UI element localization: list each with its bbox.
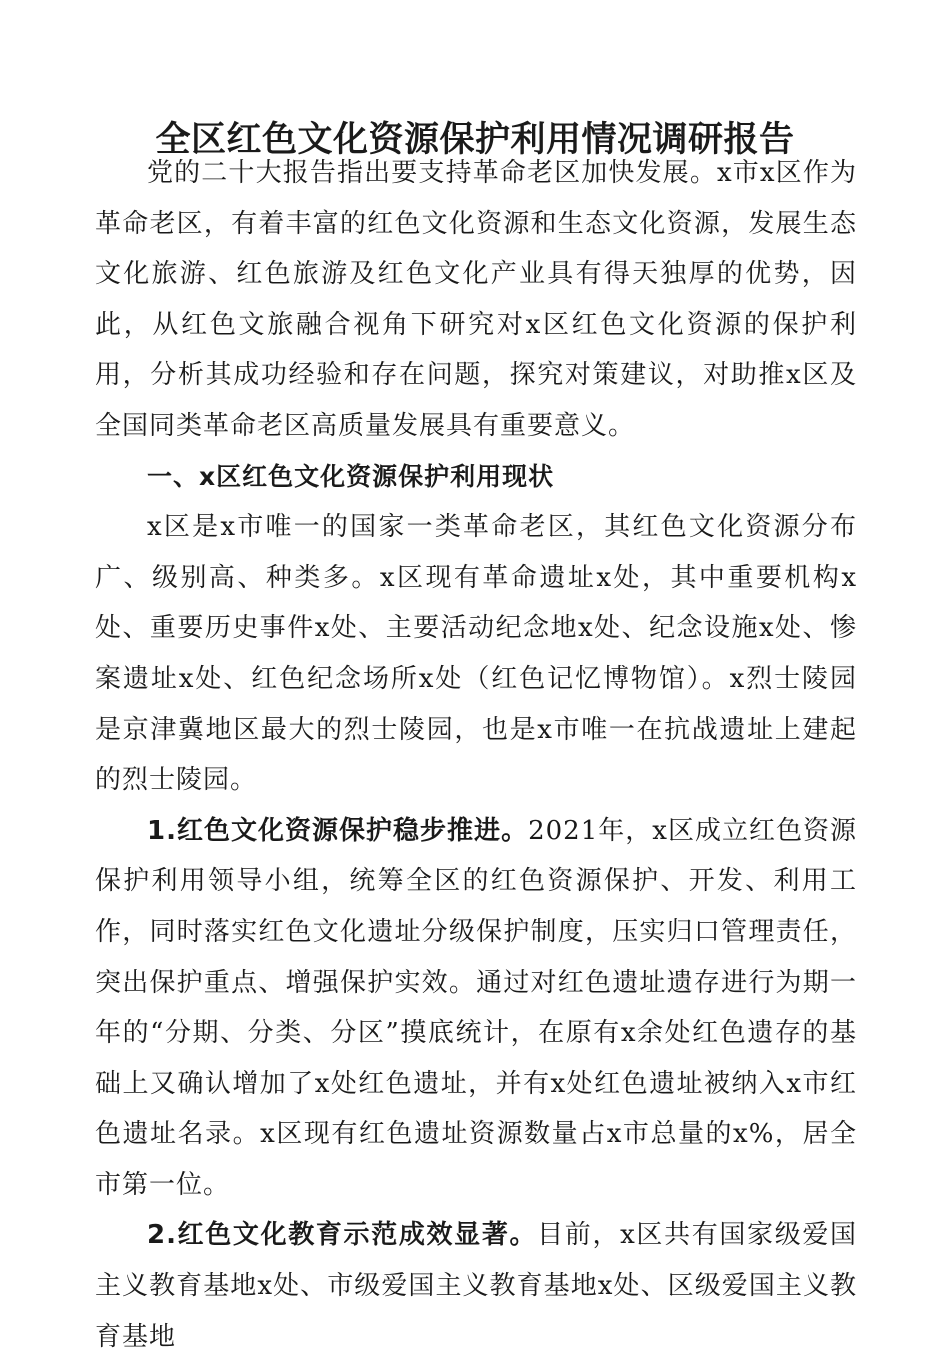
document-body: [95, 148, 857, 1362]
overview-paragraph: x区是x市唯一的国家一类革命老区，其红色文化资源分布广、级别高、种类多。x区现有革命遗址x处，其中重要机构x处、重要历史事件x处、主要活动纪念地x处、纪念设施x处、惨案遗址x处、红色纪念场所x处（红色记忆博物馆）。x烈士陵园是京津冀地区最大的烈士陵园，也是x市唯一在抗战遗址上建起的烈士陵园。: [95, 512, 857, 796]
point-2-lead: 2.红色文化教育示范成效显著。: [147, 1220, 538, 1251]
section-heading: 一、x区红色文化资源保护利用现状: [147, 461, 555, 491]
intro-paragraph: 党的二十大报告指出要支持革命老区加快发展。x市x区作为革命老区，有着丰富的红色文化资源和生态文化资源，发展生态文化旅游、红色旅游及红色文化产业具有得天独厚的优势，因此，从红色文旅融合视角下研究对x区红色文化资源的保护利用，分析其成功经验和存在问题，探究对策建议，对助推x区及全国同类革命老区高质量发展具有重要意义。: [95, 158, 857, 441]
point-1-lead: 1.红色文化资源保护稳步推进。: [147, 815, 529, 846]
document-title: 全区红色文化资源保护利用情况调研报告: [155, 120, 795, 160]
point-2-paragraph: [95, 1210, 857, 1362]
point-1-text: 2021年，x区成立红色资源保护利用领导小组，统筹全区的红色资源保护、开发、利用工作，同时落实红色文化遗址分级保护制度，压实归口管理责任，突出保护重点、增强保护实效。通过对红色遗址遗存进行为期一年的“分期、分类、分区”摸底统计，在原有x余处红色遗存的基础上又确认增加了x处红色遗址，并有x处红色遗址被纳入x市红色遗址名录。x区现有红色遗址资源数量占x市总量的x%，居全市第一位。: [95, 815, 857, 1200]
point-2-text: 目前，x区共有国家级爱国主义教育基地x处、市级爱国主义教育基地x处、区级爱国主义教育基地: [95, 1220, 858, 1352]
point-1-paragraph: [95, 806, 857, 1211]
